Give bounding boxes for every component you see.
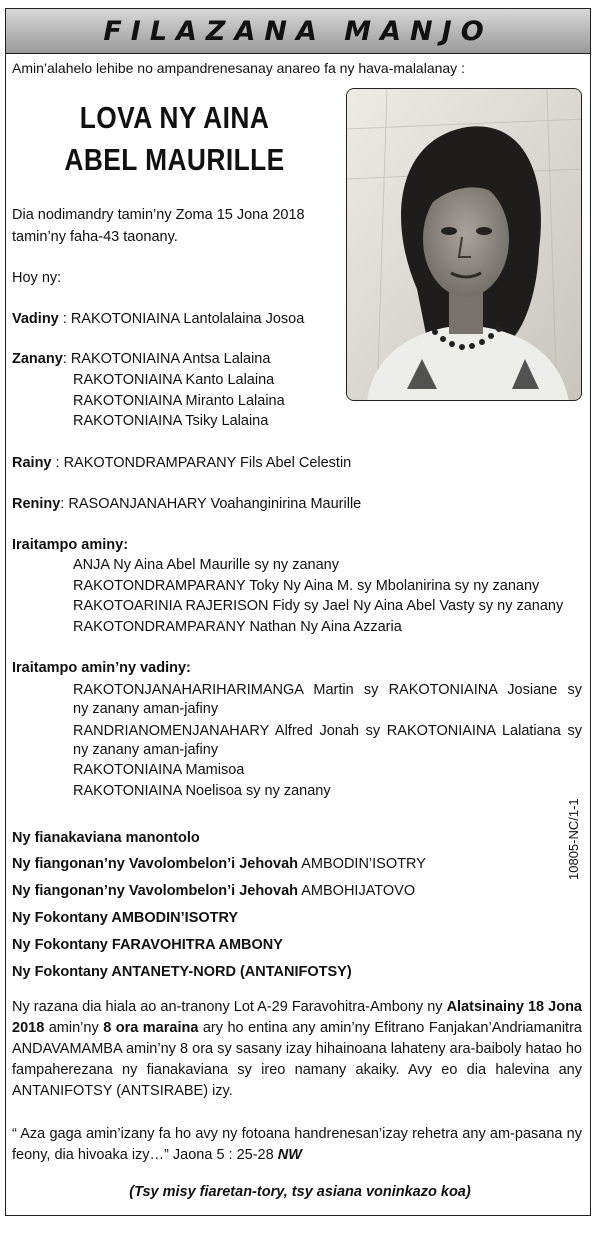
closing-note: (Tsy misy fiaretan-tory, tsy asiana voninkazo koa): [129, 1184, 471, 1200]
quote-nw: NW: [277, 1147, 302, 1163]
iraitampo-aminy-item: RAKOTOARINIA RAJERISON Fidy sy Jael Ny Aina Abel Vasty sy ny zanany: [73, 598, 564, 614]
iraitampo-vadiny-item: RAKOTONIAINA Mamisoa: [73, 762, 245, 778]
deceased-name-line1: LOVA NY AINA: [79, 100, 270, 135]
reniny-value: : RASOANJANAHARY Voahanginirina Maurille: [60, 496, 362, 512]
quote-text: “ Aza gaga amin’izany fa ho avy ny fotoana handrenesan’izay rehetra any am-pasana ny feony, dia hivoaka izy…” Jaona 5 : 25-28: [12, 1126, 582, 1163]
hoy-ny: Hoy ny:: [12, 270, 62, 286]
iraitampo-vadiny-item: RANDRIANOMENJANAHARY Alfred Jonah sy RAKOTONIAINA Lalatiana sy: [73, 723, 582, 739]
group-line-bold: Ny fiangonan’ny Vavolombelon’i Jehovah: [12, 856, 299, 872]
group-line-rest: AMBOHIJATOVO: [298, 883, 416, 899]
deceased-name-line2: ABEL MAURILLE: [64, 142, 285, 177]
funeral-text: Ny razana dia hiala ao an-tranony Lot A-29 Faravohitra-Ambony ny: [12, 999, 447, 1015]
rainy-label: Rainy: [12, 455, 52, 471]
iraitampo-aminy-item: ANJA Ny Aina Abel Maurille sy ny zanany: [73, 557, 339, 573]
portrait-photo: [346, 88, 582, 401]
zanany-item: RAKOTONIAINA Tsiky Lalaina: [73, 413, 269, 429]
reniny-label: Reniny: [12, 496, 61, 512]
portrait-image: [347, 89, 582, 401]
vadiny-line: [12, 311, 304, 327]
zanany-item: RAKOTONIAINA Kanto Lalaina: [73, 372, 275, 388]
death-date-line1: Dia nodimandry tamin’ny Zoma 15 Jona 2018: [12, 207, 305, 223]
group-line: Ny Fokontany AMBODIN’ISOTRY: [12, 910, 239, 926]
group-line: [12, 883, 415, 899]
quote-paragraph: [12, 1124, 582, 1166]
funeral-text: amin’ny: [44, 1020, 104, 1036]
death-date-line2: tamin’ny faha-43 taonany.: [12, 229, 178, 245]
zanany-label: Zanany: [12, 351, 63, 367]
iraitampo-vadiny-item: ny zanany aman-jafiny: [73, 742, 219, 758]
group-line: [12, 856, 426, 872]
funeral-paragraph: [12, 997, 582, 1102]
zanany-line: [12, 351, 270, 367]
group-line-bold: Ny fiangonan’ny Vavolombelon’i Jehovah: [12, 883, 299, 899]
group-line: Ny Fokontany ANTANETY-NORD (ANTANIFOTSY): [12, 964, 352, 980]
iraitampo-aminy-heading: Iraitampo aminy:: [12, 537, 129, 553]
banner-title: FILAZANA MANJO: [103, 15, 493, 47]
group-line-rest: AMBODIN’ISOTRY: [298, 856, 426, 872]
vadiny-value: : RAKOTONIAINA Lantolalaina Josoa: [58, 311, 305, 327]
iraitampo-vadiny-item: RAKOTONJANAHARIHARIMANGA Martin sy RAKOTONIAINA Josiane sy: [73, 682, 582, 698]
banner: [5, 8, 591, 54]
zanany-first: : RAKOTONIAINA Antsa Lalaina: [62, 351, 271, 367]
funeral-time: 8 ora maraina: [103, 1020, 199, 1036]
vadiny-label: Vadiny: [12, 311, 59, 327]
iraitampo-aminy-item: RAKOTONDRAMPARANY Toky Ny Aina M. sy Mbolanirina sy ny zanany: [73, 578, 540, 594]
rainy-line: [12, 455, 351, 471]
iraitampo-vadiny-heading: Iraitampo amin’ny vadiny:: [12, 660, 191, 676]
rainy-value: : RAKOTONDRAMPARANY Fils Abel Celestin: [51, 455, 352, 471]
iraitampo-vadiny-item: ny zanany aman-jafiny: [73, 701, 219, 717]
iraitampo-aminy-item: RAKOTONDRAMPARANY Nathan Ny Aina Azzaria: [73, 619, 402, 635]
group-line: Ny fianakaviana manontolo: [12, 830, 200, 846]
funeral-date: Alatsinainy 18 Jona 2018: [12, 999, 582, 1036]
reference-code: 10805-NC/1-1: [566, 798, 581, 880]
group-line: Ny Fokontany FARAVOHITRA AMBONY: [12, 937, 283, 953]
funeral-text: ary ho entina any amin’ny Efitrano Fanjakan’Andriamanitra ANDAVAMAMBA amin’ny 8 ora sy sasany izay hihainoana lahateny ara-baiboly hatao ho fampaherezana ny fianakaviana sy ireo namany akaiky. Avy eo dia halevina any ANTANIFOTSY (ANTSIRABE) izy.: [12, 1020, 582, 1099]
zanany-item: RAKOTONIAINA Miranto Lalaina: [73, 393, 285, 409]
iraitampo-vadiny-item: RAKOTONIAINA Noelisoa sy ny zanany: [73, 783, 331, 799]
reniny-line: [12, 496, 361, 512]
intro-text: Amin’alahelo lehibe no ampandrenesanay anareo fa ny hava-malalanay :: [12, 60, 465, 76]
